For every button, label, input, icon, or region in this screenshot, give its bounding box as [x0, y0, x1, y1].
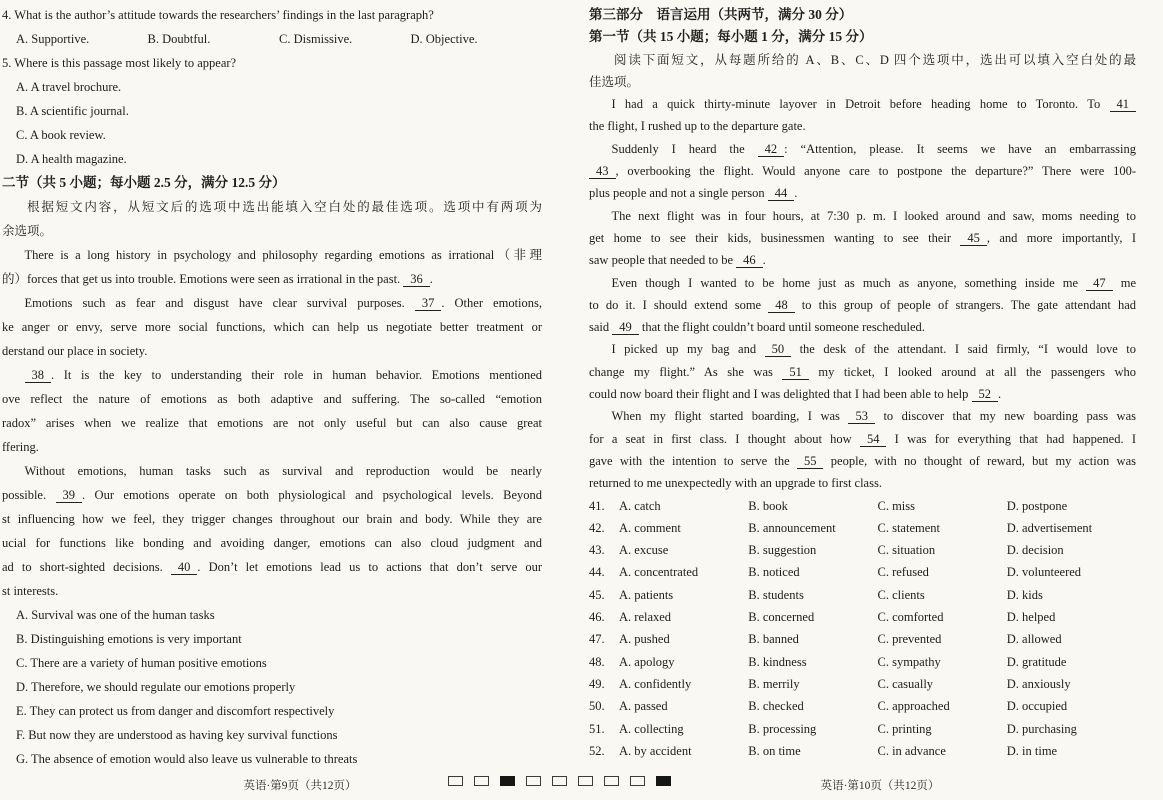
passage-line: radox” arises when we realize that emotions are not only useful but can also cause great [2, 416, 542, 430]
option-label: C. Dismissive. [279, 32, 353, 46]
passage-line: Emotions such as fear and disgust have clear survival purposes. 37 . Other emotions, [24, 296, 543, 310]
question-number: 52. [589, 743, 605, 758]
sentence-choice: G. The absence of emotion would also leave us vulnerable to threats [16, 752, 358, 766]
option-c: C. printing [877, 721, 932, 736]
cloze-option-row [589, 606, 1136, 628]
passage-line: Suddenly I heard the 42 : “Attention, please. It seems we have an embarrassing [611, 141, 1136, 156]
gap-fill-passage [2, 243, 542, 603]
scan-mark [578, 776, 593, 786]
passage-line: said 49 that the flight couldn’t board until someone rescheduled. [589, 320, 925, 335]
scan-alignment-marks [448, 776, 671, 786]
scan-mark [604, 776, 619, 786]
cloze-passage [589, 93, 1136, 494]
cloze-blank: 49 [612, 320, 639, 335]
question-number: 43. [589, 543, 605, 558]
question-34-stem: 4. What is the author’s attitude towards the researchers’ findings in the last paragraph? [2, 8, 434, 22]
passage-line: ove reflect the nature of emotions as both adaptive and suffering. The so-called “emotion [2, 392, 542, 406]
option-a: A. excuse [619, 543, 669, 558]
cloze-blank: 42 [758, 142, 785, 157]
cloze-blank: 39 [56, 488, 83, 503]
option-c: C. casually [877, 676, 934, 691]
section-2-instructions [2, 195, 542, 243]
option-b: B. kindness [748, 654, 807, 669]
option-d: D. occupied [1006, 699, 1068, 714]
left-page-column [2, 3, 542, 771]
passage-line: The next flight was in four hours, at 7:30 p. m. I looked around and saw, moms needing to [611, 208, 1136, 223]
option-d: D. purchasing [1006, 721, 1077, 736]
option-label: A. Supportive. [16, 32, 90, 46]
cloze-blank: 54 [860, 432, 887, 447]
question-34-options [2, 27, 542, 51]
option-d: D. volunteered [1006, 565, 1082, 580]
question-35-stem: 5. Where is this passage most likely to appear? [2, 56, 237, 70]
section-2-title: 二节（共 5 小题；每小题 2.5 分，满分 12.5 分） [2, 175, 286, 190]
option-b: B. processing [748, 721, 817, 736]
option-a: A. concentrated [619, 565, 699, 580]
option-label: D. Objective. [410, 32, 478, 46]
scan-mark [526, 776, 541, 786]
cloze-blank: 48 [768, 298, 795, 313]
passage-line: Even though I wanted to be home just as much as anyone, something inside me 47 me [611, 275, 1137, 290]
passage-line: ad to short-sighted decisions. 40 . Don’t let emotions lead us to actions that don’t serve our [2, 560, 542, 574]
passage-line: 的）forces that get us into trouble. Emotions were seen as irrational in the past. 36 . [2, 272, 433, 286]
question-number: 46. [589, 610, 605, 625]
question-35-options [2, 75, 542, 171]
passage-line: for a seat in first class. I thought about how 54 I was for everything that had happened. I [589, 431, 1136, 446]
cloze-option-row [589, 539, 1136, 561]
cloze-blank: 46 [736, 253, 763, 268]
option-c: C. comforted [877, 610, 944, 625]
sentence-choice: C. There are a variety of human positive emotions [16, 656, 267, 670]
cloze-blank: 45 [960, 231, 987, 246]
instruction-line: 余选项。 [2, 224, 53, 238]
sentence-choice: A. Survival was one of the human tasks [16, 608, 215, 622]
passage-line: I had a quick thirty-minute layover in Detroit before heading home to Toronto. To 41 [589, 93, 1136, 115]
question-number: 50. [589, 699, 605, 714]
option-label: C. A book review. [16, 128, 106, 142]
passage-line: plus people and not a single person 44 . [589, 186, 798, 201]
question-number: 49. [589, 676, 605, 691]
section-1-title: 第一节（共 15 小题；每小题 1 分，满分 15 分） [589, 29, 873, 45]
cloze-option-row [589, 628, 1136, 650]
option-d: D. decision [1006, 543, 1064, 558]
option-a: A. catch [619, 498, 661, 513]
instruction-line: 根据短文内容，从短文后的选项中选出能填入空白处的最佳选项。选项中有两项为 [27, 200, 542, 214]
cloze-option-row [589, 695, 1136, 717]
cloze-option-row [589, 584, 1136, 606]
passage-line: get home to see their kids, businessmen wanting to see their 45 , and more importantly, I [589, 230, 1136, 245]
option-d: D. anxiously [1006, 676, 1071, 691]
option-a: A. pushed [619, 632, 670, 647]
cloze-blank: 38 [25, 368, 52, 383]
option-b: B. announcement [748, 520, 836, 535]
option-d: D. advertisement [1006, 520, 1093, 535]
passage-line: returned to me unexpectedly with an upgrade to first class. [589, 476, 882, 491]
cloze-blank: 55 [797, 454, 824, 469]
option-label: B. Doubtful. [147, 32, 211, 46]
option-c: C. sympathy [877, 654, 941, 669]
cloze-blank: 36 [403, 272, 430, 287]
passage-line: to do it. I should extend some 48 to this group of people of strangers. The gate attendant had [589, 297, 1136, 312]
option-b: B. noticed [748, 565, 800, 580]
passage-line: ffering. [2, 440, 39, 454]
option-b: B. checked [748, 699, 804, 714]
cloze-option-row [589, 673, 1136, 695]
right-page-column [589, 4, 1136, 762]
passage-line: change my flight.” As she was 51 my ticket, I looked around at all the passengers who [589, 364, 1136, 379]
cloze-blank: 47 [1086, 276, 1113, 291]
option-b: B. on time [748, 743, 801, 758]
option-b: B. concerned [748, 610, 815, 625]
passage-line: I picked up my bag and 50 the desk of the attendant. I said firmly, “I would love to [611, 342, 1136, 357]
option-d: D. in time [1006, 743, 1058, 758]
question-number: 42. [589, 520, 605, 535]
option-a: A. patients [619, 587, 674, 602]
question-number: 47. [589, 632, 605, 647]
cloze-blank: 51 [782, 365, 809, 380]
question-number: 44. [589, 565, 605, 580]
option-b: B. book [748, 498, 788, 513]
cloze-blank: 50 [765, 342, 792, 357]
cloze-option-row [589, 651, 1136, 673]
option-b: B. merrily [748, 676, 800, 691]
option-c: C. miss [877, 498, 916, 513]
scan-mark [552, 776, 567, 786]
passage-line: ucial for functions like bonding and avoiding danger, emotions can also cloud judgment and [2, 536, 542, 550]
cloze-blank: 41 [1110, 97, 1137, 112]
passage-line: When my flight started boarding, I was 53 to discover that my new boarding pass was [611, 409, 1136, 424]
section-1-instructions [589, 49, 1136, 94]
sentence-choice: B. Distinguishing emotions is very important [16, 632, 242, 646]
question-number: 45. [589, 587, 605, 602]
passage-line: possible. 39 . Our emotions operate on both physiological and psychological levels. Beyond [2, 488, 542, 502]
cloze-blank: 43 [589, 164, 616, 179]
option-c: C. refused [877, 565, 929, 580]
option-a: A. collecting [619, 721, 684, 736]
option-d: D. gratitude [1006, 654, 1067, 669]
cloze-blank: 53 [848, 409, 875, 424]
instruction-line: 佳选项。 [589, 74, 640, 89]
passage-line: derstand our place in society. [2, 344, 148, 358]
question-number: 48. [589, 654, 605, 669]
passage-line: There is a long history in psychology and philosophy regarding emotions as irrational（非理 [24, 248, 542, 262]
scan-mark [656, 776, 671, 786]
sentence-choice: E. They can protect us from danger and discomfort respectively [16, 704, 335, 718]
option-label: A. A travel brochure. [16, 80, 122, 94]
scan-mark [500, 776, 515, 786]
cloze-option-row [589, 561, 1136, 583]
sentence-choice: F. But now they are understood as having key survival functions [16, 728, 338, 742]
option-c: C. statement [877, 520, 940, 535]
option-d: D. helped [1006, 610, 1056, 625]
question-number: 41. [589, 498, 605, 513]
cloze-option-row [589, 495, 1136, 517]
cloze-options-table [589, 495, 1136, 763]
question-number: 51. [589, 721, 605, 736]
option-b: B. suggestion [748, 543, 817, 558]
footer-page-9: 英语·第9页（共12页） [243, 780, 357, 792]
cloze-option-row [589, 517, 1136, 539]
cloze-blank: 40 [171, 560, 198, 575]
option-c: C. in advance [877, 743, 946, 758]
option-c: C. clients [877, 587, 925, 602]
option-b: B. students [748, 587, 804, 602]
option-c: C. approached [877, 699, 950, 714]
passage-line: saw people that needed to be 46 . [589, 253, 766, 268]
passage-line: Without emotions, human tasks such as survival and reproduction would be nearly [24, 464, 542, 478]
scan-mark [630, 776, 645, 786]
passage-line: 43 , overbooking the flight. Would anyone care to postpone the departure?” There were 100- [589, 160, 1136, 182]
option-a: A. confidently [619, 676, 692, 691]
passage-line: st interests. [2, 584, 59, 598]
cloze-option-row [589, 718, 1136, 740]
scan-mark [474, 776, 489, 786]
option-c: C. situation [877, 543, 936, 558]
passage-line: 38 . It is the key to understanding their role in human behavior. Emotions mentioned [2, 363, 542, 387]
option-c: C. prevented [877, 632, 942, 647]
passage-line: could now board their flight and I was delighted that I had been able to help 52 . [589, 387, 1002, 402]
scan-mark [448, 776, 463, 786]
footer-page-10: 英语·第10页（共12页） [820, 780, 940, 792]
part-3-title: 第三部分 语言运用（共两节，满分 30 分） [589, 7, 853, 22]
cloze-blank: 44 [768, 186, 795, 201]
option-label: D. A health magazine. [16, 152, 127, 166]
option-d: D. allowed [1006, 632, 1062, 647]
option-d: D. kids [1006, 587, 1043, 602]
instruction-line: 阅读下面短文，从每题所给的 A、B、C、D 四个选项中，选出可以填入空白处的最 [614, 52, 1136, 67]
passage-line: the flight, I rushed up to the departure gate. [589, 119, 806, 134]
option-a: A. by accident [619, 743, 692, 758]
option-label: B. A scientific journal. [16, 104, 129, 118]
passage-line: ke anger or envy, serve more social functions, which can help us negotiate better treatment or [2, 320, 542, 334]
option-b: B. banned [748, 632, 799, 647]
sentence-choice: D. Therefore, we should regulate our emotions properly [16, 680, 296, 694]
passage-line: gave with the intention to serve the 55 people, with no thought of reward, but my action was [589, 453, 1136, 468]
option-a: A. comment [619, 520, 681, 535]
cloze-blank: 37 [415, 296, 442, 311]
passage-line: st influencing how we feel, they trigger changes throughout our brain and body. While they are [2, 512, 542, 526]
option-d: D. postpone [1006, 498, 1068, 513]
option-a: A. relaxed [619, 610, 672, 625]
option-a: A. passed [619, 699, 668, 714]
option-a: A. apology [619, 654, 675, 669]
cloze-option-row [589, 740, 1136, 762]
cloze-blank: 52 [972, 387, 999, 402]
sentence-choices-list [2, 603, 542, 771]
